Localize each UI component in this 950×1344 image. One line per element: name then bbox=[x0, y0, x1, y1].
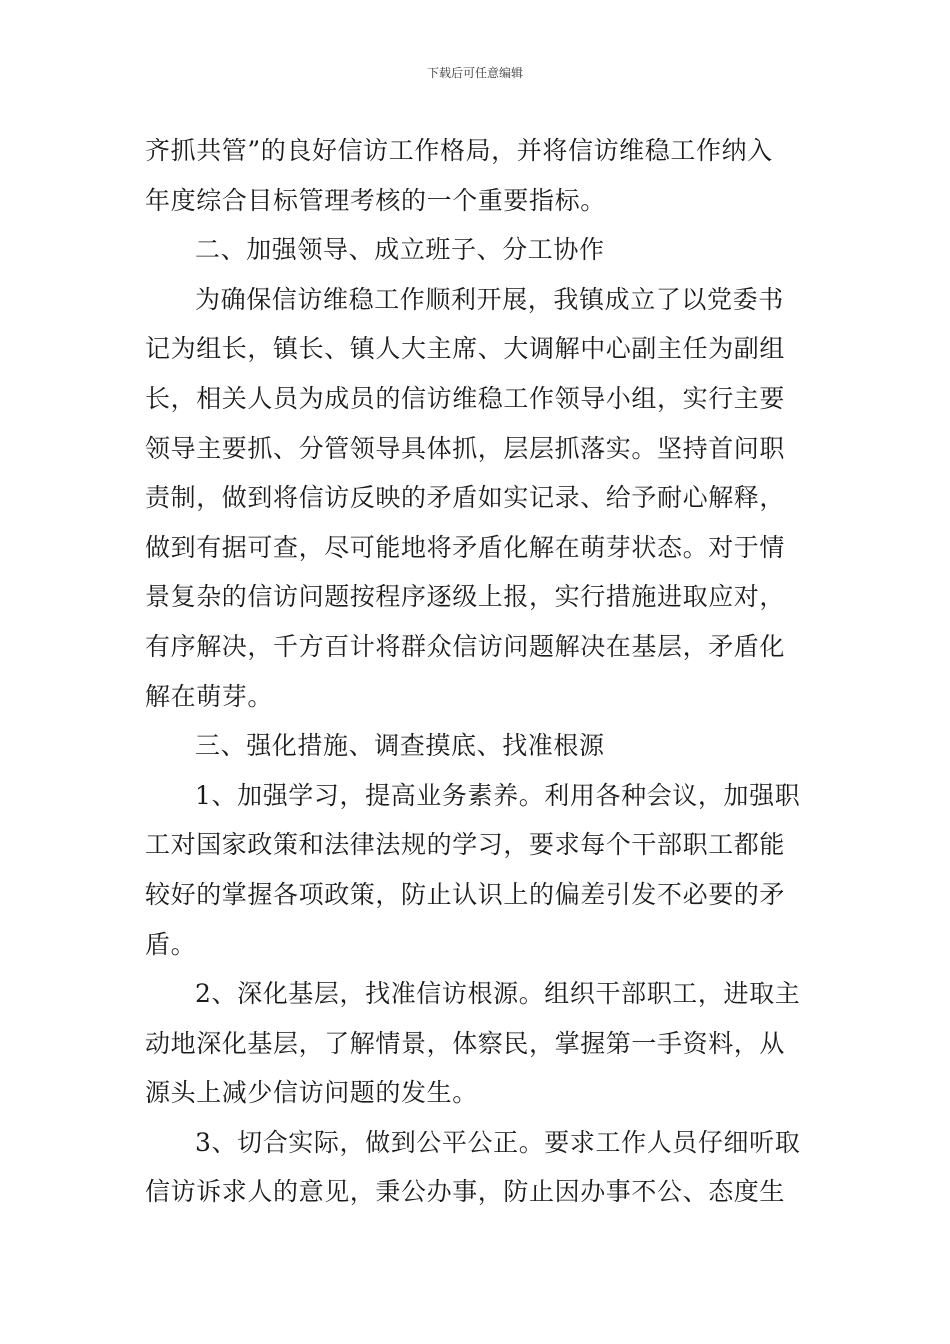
text-line: 记为组长，镇长、镇人大主席、大调解中心副主任为副组 bbox=[145, 334, 786, 364]
text-line: 长，相关人员为成员的信访维稳工作领导小组，实行主要 bbox=[145, 383, 786, 413]
paragraph-start-line: 2、深化基层，找准信访根源。组织干部职工，进取主 bbox=[195, 979, 801, 1009]
paragraph-start-line: 二、加强领导、成立班子、分工协作 bbox=[195, 235, 605, 265]
text-line: 信访诉求人的意见，秉公办事，防止因办事不公、态度生 bbox=[145, 1177, 786, 1207]
text-line: 齐抓共管”的良好信访工作格局，并将信访维稳工作纳入 bbox=[145, 136, 773, 165]
text-line: 工对国家政策和法律法规的学习，要求每个干部职工都能 bbox=[145, 830, 786, 860]
document-body bbox=[145, 126, 807, 1217]
page-header: 下载后可任意编辑 bbox=[426, 66, 523, 80]
text-line: 盾。 bbox=[145, 929, 197, 959]
text-line: 动地深化基层，了解情景，体察民，掌握第一手资料，从 bbox=[145, 1028, 786, 1058]
text-line: 有序解决，千方百计将群众信访问题解决在基层，矛盾化 bbox=[145, 631, 786, 661]
text-line: 源头上减少信访问题的发生。 bbox=[145, 1078, 478, 1108]
paragraph-start-line: 为确保信访维稳工作顺利开展，我镇成立了以党委书 bbox=[195, 284, 784, 314]
text-line: 年度综合目标管理考核的一个重要指标。 bbox=[145, 185, 606, 215]
paragraph-start-line: 三、强化措施、调查摸底、找准根源 bbox=[195, 731, 605, 761]
paragraph-start-line: 1、加强学习，提高业务素养。利用各种会议，加强职 bbox=[195, 780, 801, 810]
paragraph-start-line: 3、切合实际，做到公平公正。要求工作人员仔细听取 bbox=[195, 1127, 801, 1157]
text-line: 解在萌芽。 bbox=[145, 681, 274, 711]
text-line: 较好的掌握各项政策，防止认识上的偏差引发不必要的矛 bbox=[145, 879, 786, 909]
text-line: 景复杂的信访问题按程序逐级上报，实行措施进取应对， bbox=[145, 582, 786, 612]
text-line: 责制，做到将信访反映的矛盾如实记录、给予耐心解释， bbox=[145, 483, 786, 513]
text-line: 做到有据可查，尽可能地将矛盾化解在萌芽状态。对于情 bbox=[145, 532, 786, 562]
text-line: 领导主要抓、分管领导具体抓，层层抓落实。坚持首问职 bbox=[145, 433, 786, 463]
